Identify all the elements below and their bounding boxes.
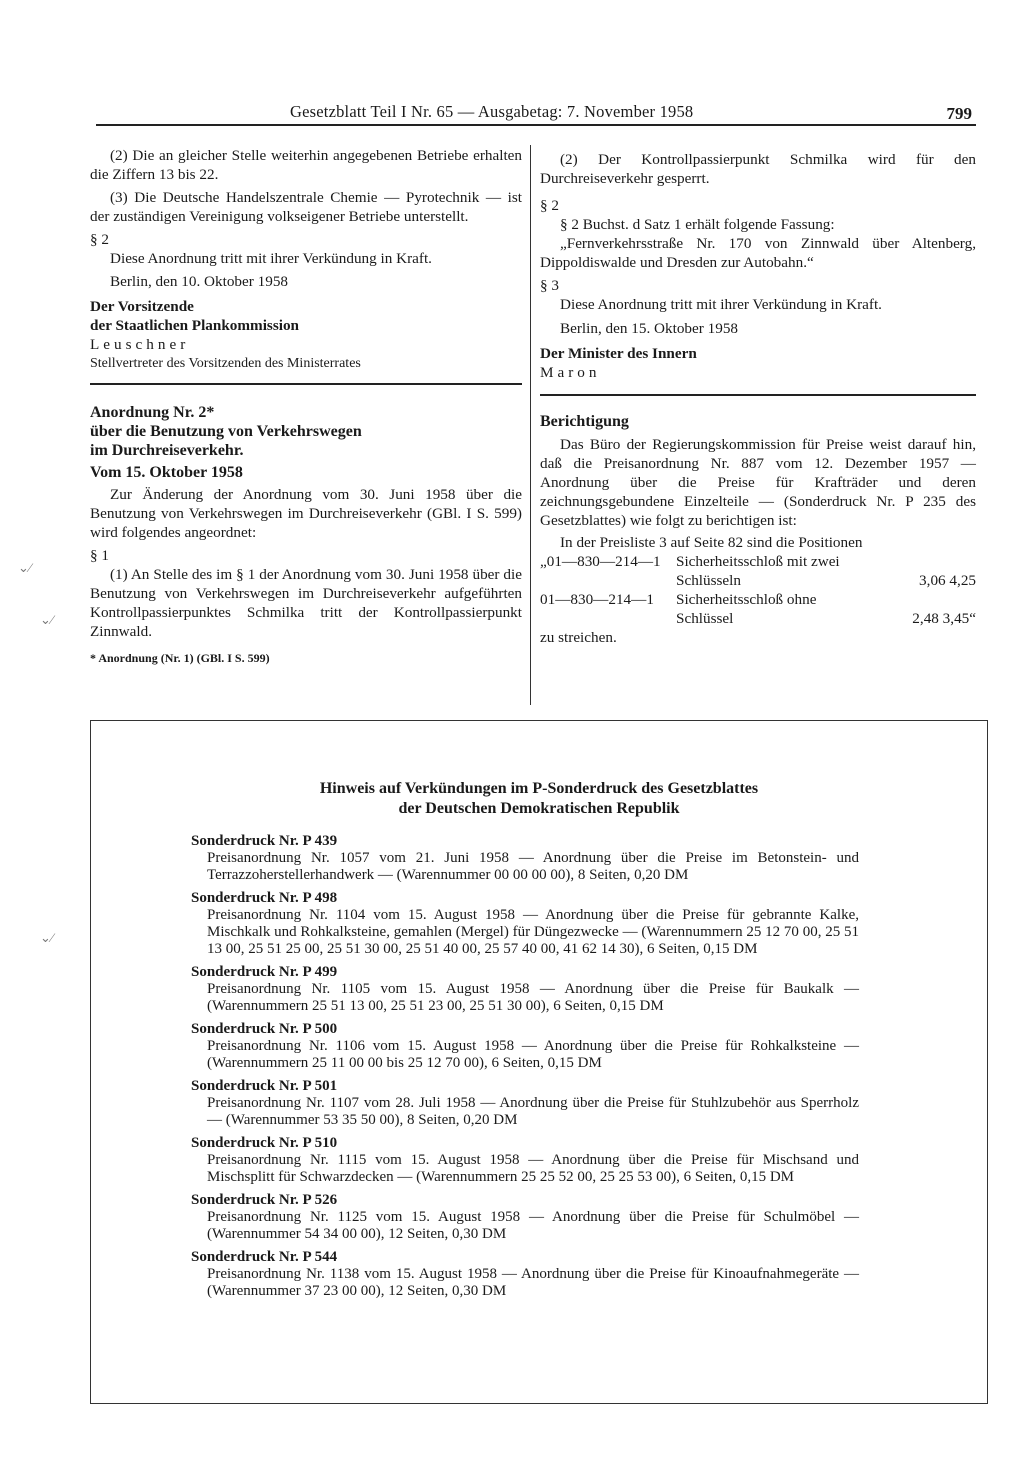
right-place-date: Berlin, den 15. Oktober 1958: [560, 320, 739, 337]
ordinance-section-1-text: (1) An Stelle des im § 1 der Anordnung vom 30. Juni 1958 über die Benutzung von Verkehrswegen im Durchreiseverkehr aufgeführten Kontrollpassierpunktes Schmilka tritt der Kontrollpassierpunkt Zinnwald.: [90, 566, 522, 640]
left-signer-role: Stellvertreter des Vorsitzenden des Ministerrates: [90, 356, 361, 371]
correction-intro: In der Preisliste 3 auf Seite 82 sind die Positionen: [560, 534, 863, 551]
position-row: [540, 571, 976, 590]
notice-box: [90, 720, 988, 1404]
ordinance-title-1: Anordnung Nr. 2*: [90, 404, 215, 421]
entry-heading: Sonderdruck Nr. P 544: [191, 1249, 338, 1265]
ordinance-section-1-heading: § 1: [90, 547, 109, 564]
margin-mark: ⌄⁄: [40, 930, 54, 945]
right-section-3-text: Diese Anordnung tritt mit ihrer Verkündung in Kraft.: [560, 296, 882, 313]
position-prices: 3,06 4,25: [919, 572, 976, 589]
entry-heading: Sonderdruck Nr. P 498: [191, 890, 338, 906]
left-place-date: Berlin, den 10. Oktober 1958: [110, 273, 289, 290]
entry-text: Preisanordnung Nr. 1106 vom 15. August 1958 — Anordnung über die Preise für Rohkalksteine — (Warennummern 25 11 00 00 bis 25 12 70 00), 6 Seiten, 0,15 DM: [207, 1038, 859, 1071]
position-row: [540, 590, 976, 609]
entry-heading: Sonderdruck Nr. P 501: [191, 1078, 338, 1094]
left-signer-name: Leuschner: [90, 336, 190, 353]
position-prices: 2,48 3,45“: [912, 610, 976, 627]
notice-box-title: [91, 779, 987, 819]
notice-title-line-1: Hinweis auf Verkündungen im P-Sonderdruck des Gesetzblattes: [319, 780, 759, 797]
margin-mark: ⌄⁄: [40, 612, 54, 627]
column-divider: [530, 145, 531, 705]
position-code: „01—830—214—1: [540, 553, 661, 570]
correction-end: zu streichen.: [540, 629, 617, 646]
right-section-2-quote: „Fernverkehrsstraße Nr. 170 von Zinnwald über Altenberg, Dippoldiswalde und Dresden zur Autobahn.“: [540, 235, 976, 271]
list-item: [191, 833, 859, 884]
correction-text: Das Büro der Regierungskommission für Preise weist darauf hin, daß die Preisanordnung Nr. 887 vom 12. Dezember 1957 — Anordnung über die Preise für Krafträder und deren zeichnungsgebundene Einzelteile — (Sonderdruck Nr. P 235 des Gesetzblattes) wie folgt zu berichtigen ist:: [540, 436, 976, 529]
page-header: [90, 102, 980, 126]
right-signer-title: Der Minister des Innern: [540, 345, 697, 362]
right-column: [540, 150, 976, 647]
list-item: [191, 1078, 859, 1129]
position-row: [540, 552, 976, 571]
entry-text: Preisanordnung Nr. 1104 vom 15. August 1958 — Anordnung über die Preise für gebrannte Kalke, Mischkalk und Rohkalksteine, gemahlen (Mergel) für Düngezwecke — (Warennummern 25 12 70 00, 25 51 13 00, 25 51 25 00, 25 51 30 00, 25 51 40 00, 25 57 40 00, 41 62 14 30), 6 Seiten, 0,15 DM: [207, 907, 859, 957]
entry-heading: Sonderdruck Nr. P 510: [191, 1135, 338, 1151]
position-description: Sicherheitsschloß mit zwei: [676, 553, 840, 570]
correction-title: Berichtigung: [540, 413, 629, 430]
position-description: Sicherheitsschloß ohne: [676, 591, 817, 608]
list-item: [191, 1249, 859, 1300]
entry-text: Preisanordnung Nr. 1138 vom 15. August 1958 — Anordnung über die Preise für Kinoaufnahmegeräte — (Warennummer 37 23 00 00), 12 Seiten, 0,30 DM: [207, 1266, 859, 1299]
margin-mark: ⌄⁄: [18, 560, 32, 575]
left-signer-title-1: Der Vorsitzende: [90, 298, 194, 315]
header-rule: [96, 124, 976, 126]
entry-text: Preisanordnung Nr. 1105 vom 15. August 1958 — Anordnung über die Preise für Baukalk — (Warennummern 25 51 13 00, 25 51 23 00, 25 51 30 00), 6 Seiten, 0,15 DM: [207, 981, 859, 1014]
list-item: [191, 890, 859, 958]
left-para-3: (3) Die Deutsche Handelszentrale Chemie — Pyrotechnik — ist der zuständigen Vereinigung volkseigener Betriebe unterstellt.: [90, 189, 522, 225]
ordinance-intro: Zur Änderung der Anordnung vom 30. Juni 1958 über die Benutzung von Verkehrswegen im Durchreiseverkehr (GBl. I S. 599) wird folgendes angeordnet:: [90, 486, 522, 541]
page-number: 799: [946, 104, 972, 123]
footnote: * Anordnung (Nr. 1) (GBl. I S. 599): [90, 651, 270, 665]
position-code: 01—830—214—1: [540, 591, 654, 608]
header-title: Gesetzblatt Teil I Nr. 65 — Ausgabetag: 7. November 1958: [290, 102, 694, 121]
list-item: [191, 1021, 859, 1072]
position-description-cont: Schlüsseln: [676, 572, 741, 589]
entry-heading: Sonderdruck Nr. P 439: [191, 833, 338, 849]
entry-text: Preisanordnung Nr. 1115 vom 15. August 1958 — Anordnung über die Preise für Mischsand und Mischsplitt für Schwarzdecken — (Warennummern 25 25 52 00, 25 25 53 00), 6 Seiten, 0,15 DM: [207, 1152, 859, 1185]
ordinance-title-3: im Durchreiseverkehr.: [90, 442, 244, 459]
entry-heading: Sonderdruck Nr. P 499: [191, 964, 338, 980]
left-separator: [90, 383, 522, 385]
list-item: [191, 1192, 859, 1243]
position-description-cont: Schlüssel: [676, 610, 734, 627]
entry-text: Preisanordnung Nr. 1107 vom 28. Juli 1958 — Anordnung über die Preise für Stuhlzubehör aus Sperrholz — (Warennummer 53 35 50 00), 8 Seiten, 0,20 DM: [207, 1095, 859, 1128]
entry-heading: Sonderdruck Nr. P 500: [191, 1021, 338, 1037]
notice-entries: [191, 833, 859, 1306]
right-separator: [540, 394, 976, 396]
left-column: [90, 146, 522, 668]
ordinance-title-2: über die Benutzung von Verkehrswegen: [90, 423, 362, 440]
left-signer-title-2: der Staatlichen Plankommission: [90, 317, 299, 334]
left-section-2-text: Diese Anordnung tritt mit ihrer Verkündung in Kraft.: [110, 250, 432, 267]
position-row: [540, 609, 976, 628]
entry-text: Preisanordnung Nr. 1125 vom 15. August 1958 — Anordnung über die Preise für Schulmöbel — (Warennummer 54 34 00 00), 12 Seiten, 0,30 DM: [207, 1209, 859, 1242]
right-section-2-heading: § 2: [540, 197, 559, 214]
right-section-3-heading: § 3: [540, 277, 559, 294]
list-item: [191, 1135, 859, 1186]
ordinance-date: Vom 15. Oktober 1958: [90, 464, 243, 481]
list-item: [191, 964, 859, 1015]
right-section-2-intro: § 2 Buchst. d Satz 1 erhält folgende Fassung:: [560, 216, 835, 233]
left-section-2-heading: § 2: [90, 231, 109, 248]
right-para-2: (2) Der Kontrollpassierpunkt Schmilka wird für den Durchreiseverkehr gesperrt.: [540, 151, 976, 187]
entry-text: Preisanordnung Nr. 1057 vom 21. Juni 1958 — Anordnung über die Preise im Betonstein- und Terrazzoherstellerhandwerk — (Warennummer 00 00 00 00), 8 Seiten, 0,20 DM: [207, 850, 859, 883]
right-signer-name: Maron: [540, 364, 601, 381]
left-para-2: (2) Die an gleicher Stelle weiterhin angegebenen Betriebe erhalten die Ziffern 13 bis 22.: [90, 147, 522, 183]
entry-heading: Sonderdruck Nr. P 526: [191, 1192, 338, 1208]
notice-title-line-2: der Deutschen Demokratischen Republik: [398, 800, 680, 817]
